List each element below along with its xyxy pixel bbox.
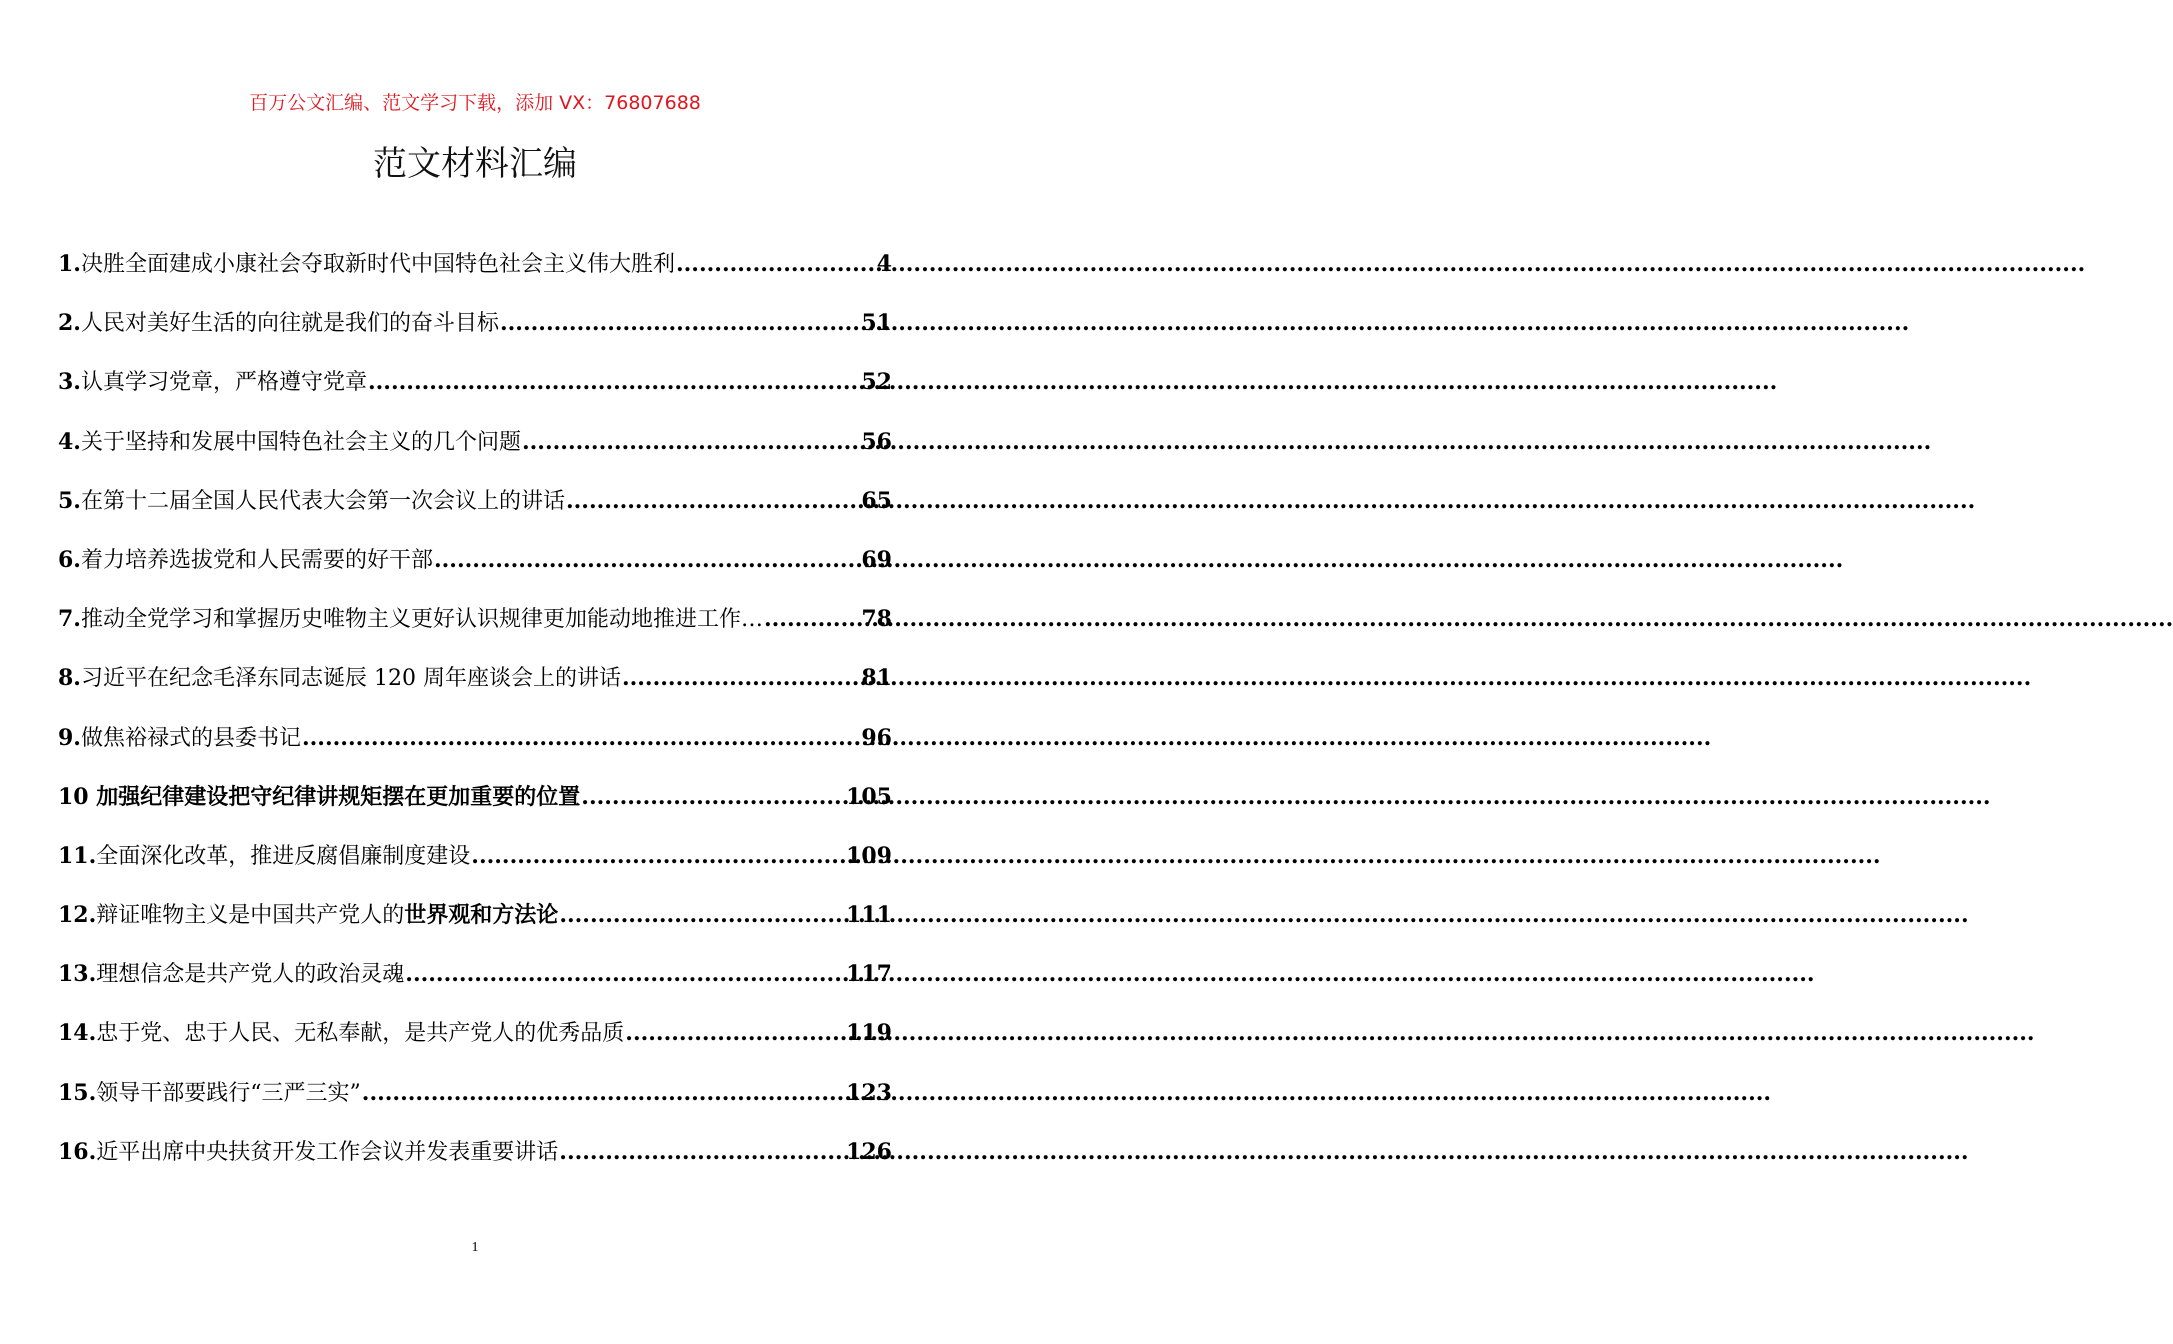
toc-leader-dots [471, 843, 845, 869]
toc-entry-title [58, 543, 433, 574]
toc-entry-title [58, 1076, 361, 1107]
toc-entry-number: 2. [58, 310, 81, 337]
toc-entry-number: 7. [58, 606, 81, 633]
toc-entry-page: 96 [861, 724, 892, 751]
toc-entry-page: 51 [861, 310, 892, 337]
toc-entry-title [58, 425, 521, 456]
toc-entry-page: 4 [876, 251, 892, 277]
toc-entry-number: 6. [58, 546, 81, 573]
toc-entry-page: 117 [846, 961, 892, 988]
toc-entry-title [58, 306, 499, 337]
toc-leader-dots [764, 606, 860, 632]
toc-entry[interactable] [58, 957, 892, 1016]
toc-entry-number: 3. [58, 369, 81, 396]
toc-entry[interactable] [58, 721, 892, 780]
toc-entry-text: 关于坚持和发展中国特色社会主义的几个问题 [80, 429, 521, 455]
toc-leader-dots [625, 1020, 845, 1046]
toc-entry-text: 着力培养选拔党和人民需要的好干部 [80, 547, 433, 573]
toc-entry-page: 109 [846, 842, 892, 869]
toc-entry-title [58, 721, 301, 752]
table-of-contents [58, 247, 892, 1194]
toc-entry-text-emphasis: 世界观和方法论 [404, 903, 559, 929]
toc-leader-dots [362, 1080, 845, 1106]
toc-entry-title [58, 365, 367, 396]
toc-leader-dots [559, 1139, 845, 1165]
toc-entry-page: 126 [846, 1138, 892, 1165]
toc-entry-title [58, 1016, 624, 1047]
toc-entry[interactable] [58, 661, 892, 720]
toc-entry-text: 近平出席中央扶贫开发工作会议并发表重要讲话 [96, 1139, 559, 1165]
toc-leader-dots [581, 784, 845, 810]
toc-entry-page: 123 [846, 1079, 892, 1106]
toc-entry-text: 习近平在纪念毛泽东同志诞辰 120 周年座谈会上的讲话 [80, 666, 621, 692]
toc-leader-dots [622, 665, 860, 691]
toc-leader-dots [566, 488, 860, 514]
toc-entry-title [58, 780, 580, 811]
toc-entry-text: 加强纪律建设把守纪律讲规矩摆在更加重要的位置 [96, 784, 581, 810]
toc-leader-dots [559, 902, 845, 928]
toc-entry[interactable] [58, 839, 892, 898]
toc-entry[interactable] [58, 365, 892, 424]
toc-entry-number: 12. [58, 902, 97, 929]
toc-entry[interactable] [58, 543, 892, 602]
toc-entry-title [58, 602, 763, 633]
toc-entry-title [58, 839, 470, 870]
toc-entry[interactable] [58, 780, 892, 839]
toc-leader-dots [676, 251, 876, 277]
toc-entry-title [58, 1135, 558, 1166]
toc-entry-page: 111 [846, 902, 892, 929]
toc-entry-title [58, 247, 675, 278]
toc-entry[interactable] [58, 425, 892, 484]
toc-entry-text: 人民对美好生活的向往就是我们的奋斗目标 [80, 311, 499, 337]
toc-entry[interactable] [58, 1135, 892, 1194]
toc-entry-number: 1. [58, 251, 81, 277]
toc-entry-number: 5. [58, 487, 81, 514]
toc-leader-dots [368, 369, 860, 395]
toc-entry-number: 10 [58, 783, 97, 810]
toc-entry-number: 11. [58, 842, 97, 869]
toc-entry-page: 52 [861, 369, 892, 396]
toc-entry[interactable] [58, 1076, 892, 1135]
toc-entry[interactable] [58, 898, 892, 957]
toc-entry[interactable] [58, 602, 892, 661]
page-number: 1 [471, 1240, 479, 1255]
toc-entry-number: 14. [58, 1020, 97, 1047]
header-banner: 百万公文汇编、范文学习下载，添加 VX：76807688 [249, 92, 701, 114]
toc-entry-title [58, 957, 404, 988]
toc-entry-text: 认真学习党章，严格遵守党章 [80, 370, 367, 396]
toc-entry-number: 9. [58, 724, 81, 751]
toc-entry-number: 8. [58, 665, 81, 692]
toc-entry-text: 决胜全面建成小康社会夺取新时代中国特色社会主义伟大胜利 [80, 252, 675, 277]
toc-entry-text: 做焦裕禄式的县委书记 [80, 725, 301, 751]
toc-entry[interactable] [58, 484, 892, 543]
toc-entry-text: 在第十二届全国人民代表大会第一次会议上的讲话 [80, 488, 565, 514]
toc-leader-dots [405, 961, 845, 987]
toc-entry-text: 领导干部要践行“三严三实” [96, 1080, 361, 1106]
toc-entry-number: 4. [58, 428, 81, 455]
toc-entry[interactable] [58, 306, 892, 365]
toc-entry-page: 119 [846, 1020, 892, 1047]
toc-entry-number: 15. [58, 1079, 97, 1106]
toc-entry-title [58, 661, 621, 692]
toc-entry-page: 81 [861, 665, 892, 692]
toc-entry[interactable] [58, 1016, 892, 1075]
toc-entry-page: 56 [861, 428, 892, 455]
toc-entry-title [58, 484, 565, 515]
toc-leader-dots [434, 547, 860, 573]
document-title: 范文材料汇编 [373, 144, 577, 184]
toc-entry-text: 辩证唯物主义是中国共产党人的 [96, 903, 405, 929]
toc-entry-page: 78 [861, 606, 892, 633]
toc-entry-text: 全面深化改革，推进反腐倡廉制度建设 [96, 843, 471, 869]
toc-entry[interactable] [58, 247, 892, 306]
toc-entry-page: 69 [861, 546, 892, 573]
toc-entry-title [58, 898, 558, 929]
toc-entry-text: 推动全党学习和掌握历史唯物主义更好认识规律更加能动地推进工作… [80, 607, 763, 633]
toc-leader-dots [522, 429, 860, 455]
toc-entry-text: 忠于党、忠于人民、无私奉献，是共产党人的优秀品质 [96, 1021, 625, 1047]
toc-entry-page: 105 [846, 783, 892, 810]
toc-leader-dots [302, 725, 860, 751]
toc-entry-number: 16. [58, 1138, 97, 1165]
toc-entry-number: 13. [58, 961, 97, 988]
toc-entry-page: 65 [861, 487, 892, 514]
toc-leader-dots [500, 310, 860, 336]
toc-entry-text: 理想信念是共产党人的政治灵魂 [96, 962, 405, 988]
